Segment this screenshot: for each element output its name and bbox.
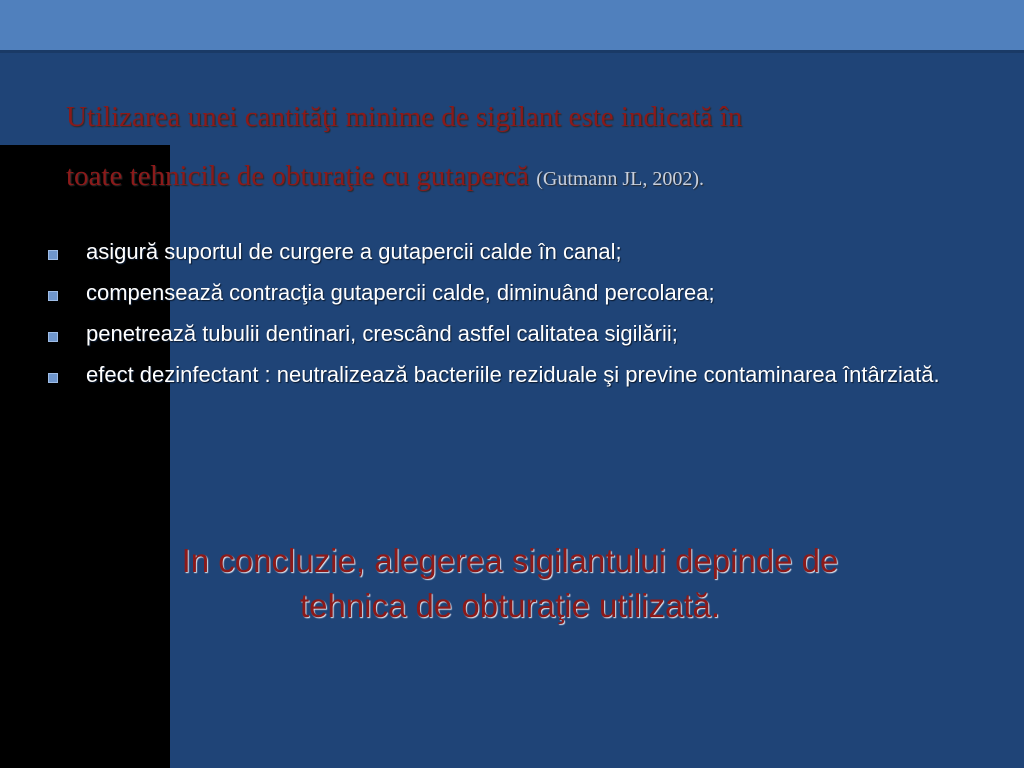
title-citation: (Gutmann JL, 2002).: [536, 168, 704, 190]
slide-title: [66, 88, 986, 209]
list-item-text: efect dezinfectant : neutralizează bacteriile reziduale şi previne contaminarea întârziată.: [86, 362, 940, 387]
bullet-list: [44, 237, 984, 401]
band-divider: [0, 50, 1024, 53]
list-item-text: penetrează tubulii dentinari, crescând astfel calitatea sigilării;: [86, 321, 678, 346]
square-bullet-icon: [48, 291, 58, 301]
list-item: [44, 360, 984, 389]
square-bullet-icon: [48, 373, 58, 383]
list-item: [44, 237, 984, 266]
list-item-text: asigură suportul de curgere a gutapercii calde în canal;: [86, 239, 622, 264]
conclusion-line-1: In concluzie, alegerea sigilantului depinde de: [181, 542, 839, 579]
conclusion-line-2: tehnica de obturaţie utilizată.: [299, 587, 721, 624]
title-line-2: toate tehnicile de obturaţie cu gutapercă: [66, 160, 529, 192]
list-item-text: compensează contracţia gutapercii calde, diminuând percolarea;: [86, 280, 715, 305]
top-decorative-band: [0, 0, 1024, 50]
square-bullet-icon: [48, 332, 58, 342]
title-line-1: Utilizarea unei cantităţi minime de sigilant este indicată în: [66, 101, 743, 133]
square-bullet-icon: [48, 250, 58, 260]
list-item: [44, 319, 984, 348]
list-item: [44, 278, 984, 307]
conclusion-text: [60, 538, 960, 628]
